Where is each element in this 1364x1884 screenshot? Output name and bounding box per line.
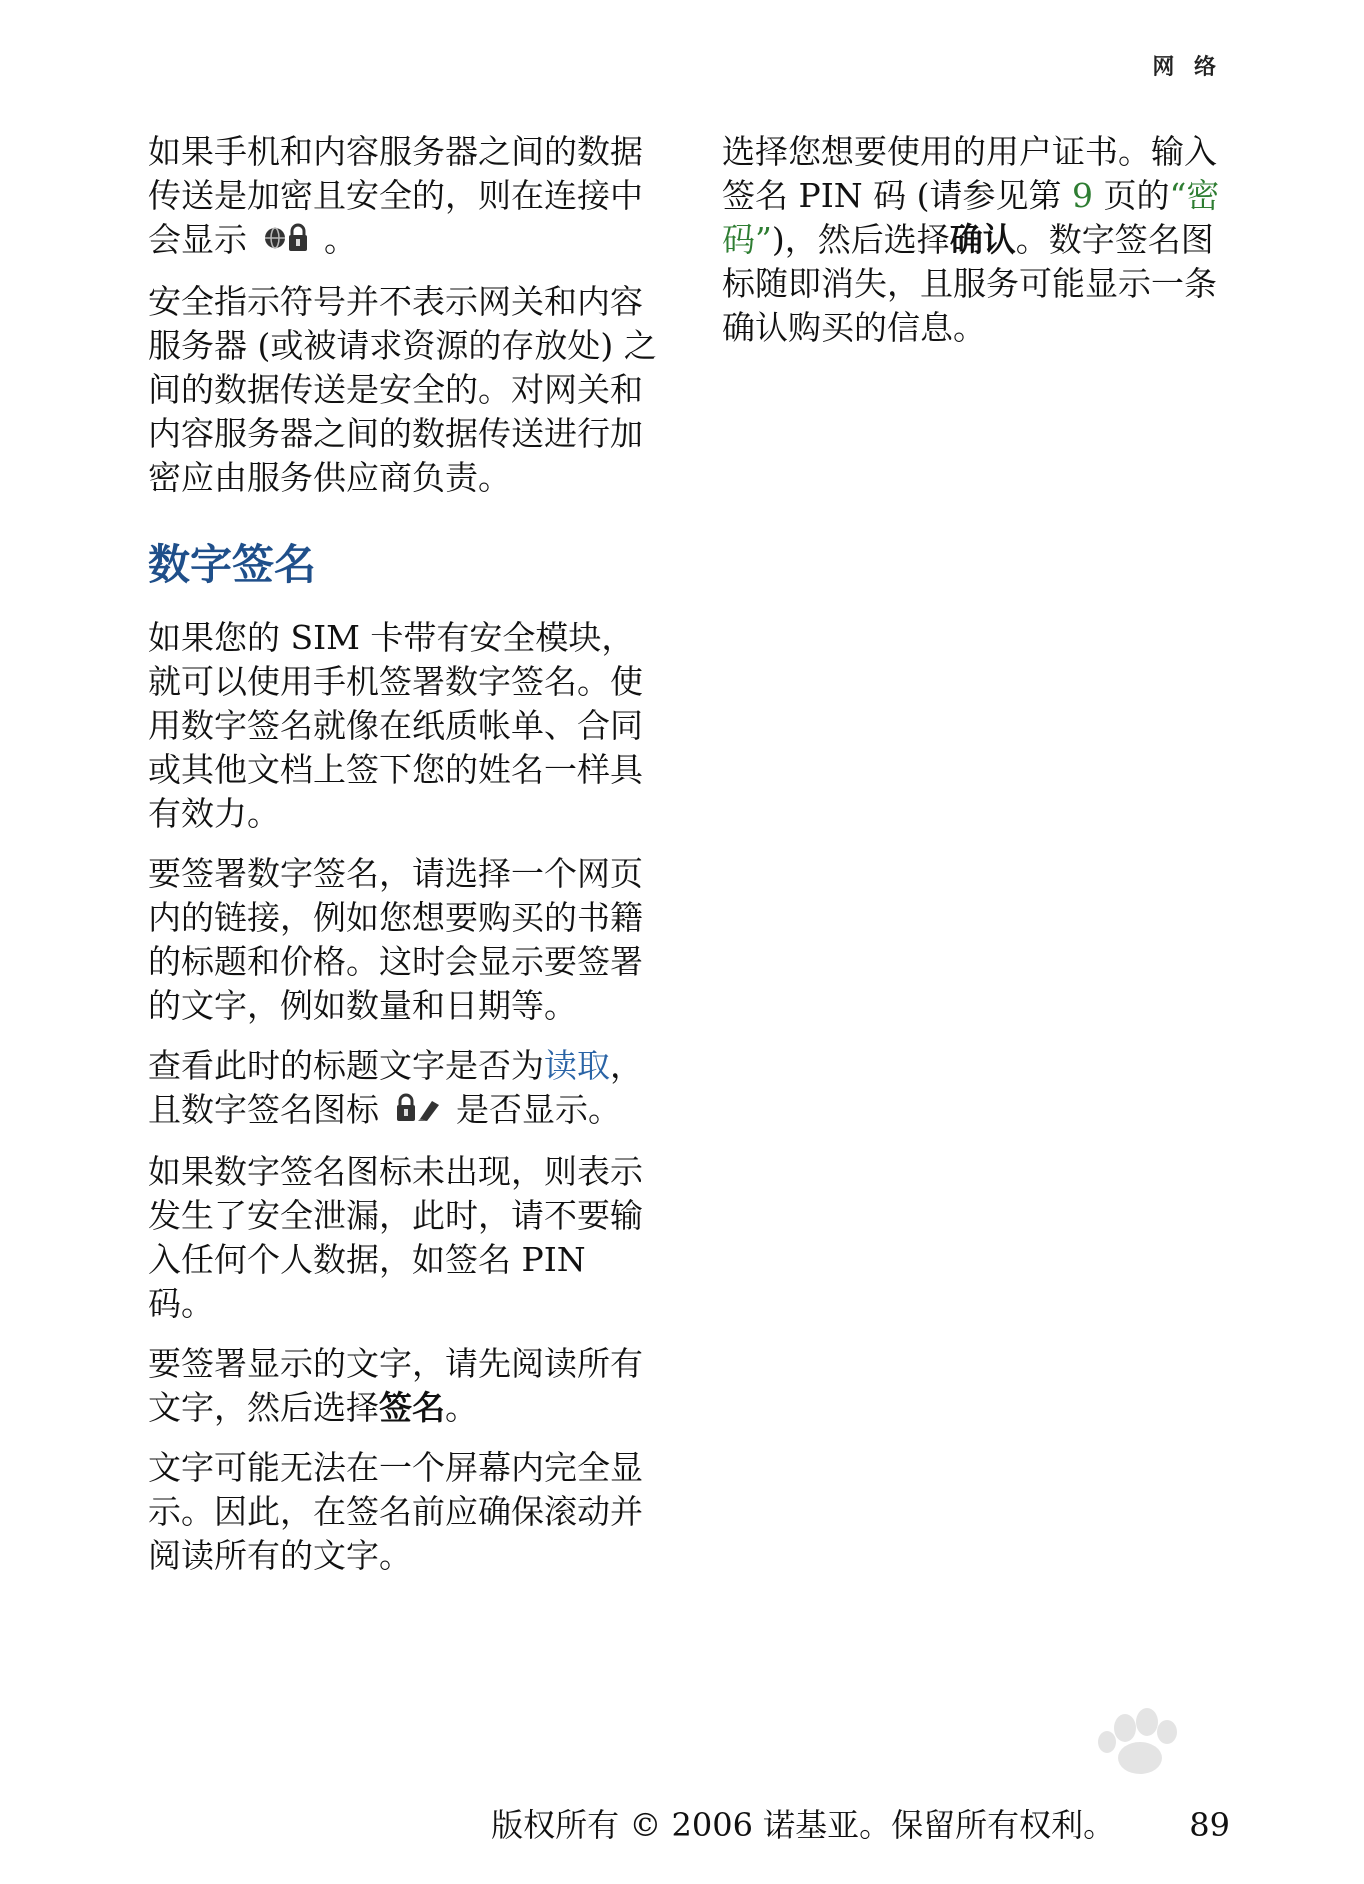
paragraph-text: 。数字签名图标随即消失，且服务可能显示一条确认购买的信息。 — [722, 220, 1217, 347]
confirm-command: 确认 — [949, 220, 1016, 259]
paragraph-text: 是否显示。 — [456, 1090, 621, 1129]
running-header: 网 络 — [1152, 55, 1222, 80]
paragraph-scroll-note: 文字可能无法在一个屏幕内完全显示。因此，在签名前应确保滚动并阅读所有的文字。 — [148, 1448, 643, 1575]
paragraph-sim-module: 如果您的 SIM 卡带有安全模块，就可以使用手机签署数字签名。使用数字签名就像在纸质帐单、合同或其他文档上签下您的姓名一样具有效力。 — [148, 618, 643, 833]
paragraph-text: 页的 — [1103, 176, 1170, 215]
paragraph-sign-steps: 要签署数字签名，请选择一个网页内的链接，例如您想要购买的书籍的标题和价格。这时会显示要签署的文字，例如数量和日期等。 — [148, 854, 643, 1025]
page-reference-link[interactable]: 9 — [1071, 176, 1093, 215]
paragraph-encryption — [148, 130, 658, 264]
paragraph-text: 查看此时的标题文字是否为 — [148, 1046, 544, 1085]
sign-command: 签名 — [379, 1388, 445, 1427]
paragraph-sign-text — [148, 1342, 658, 1430]
password-reference-link[interactable]: “密码” — [722, 176, 1220, 259]
section-title: 数字签名 — [148, 540, 317, 589]
paragraph-certificate — [722, 130, 1230, 350]
digital-signature-icon — [396, 1090, 440, 1134]
read-link[interactable]: 读取 — [544, 1046, 610, 1085]
security-lock-icon — [264, 220, 308, 264]
paragraph-text: 要签署显示的文字，请先阅读所有文字，然后选择 — [148, 1344, 643, 1427]
copyright-notice: 版权所有 © 2006 诺基亚。保留所有权利。 — [491, 1806, 1116, 1844]
left-column — [148, 130, 658, 1594]
right-column — [722, 130, 1230, 366]
paragraph-security-breach: 如果数字签名图标未出现，则表示发生了安全泄漏，此时，请不要输入任何个人数据，如签名 PIN 码。 — [148, 1152, 643, 1323]
page-footer — [0, 1800, 1230, 1846]
paragraph-text: 。 — [445, 1388, 478, 1427]
paragraph-text: )，然后选择 — [771, 220, 950, 259]
page-number: 89 — [1189, 1806, 1230, 1844]
paragraph-text: 选择您想要使用的用户证书。输入签名 PIN 码 (请参见第 — [722, 132, 1217, 215]
paragraph-text: 如果手机和内容服务器之间的数据传送是加密且安全的，则在连接中会显示 — [148, 132, 643, 259]
paragraph-security-note: 安全指示符号并不表示网关和内容服务器 (或被请求资源的存放处) 之间的数据传送是安全的。对网关和内容服务器之间的数据传送进行加密应由服务供应商负责。 — [148, 282, 657, 497]
paragraph-text: ，且数字签名图标 — [148, 1046, 643, 1129]
paragraph-check-title — [148, 1044, 658, 1134]
paragraph-text: 。 — [324, 220, 357, 259]
